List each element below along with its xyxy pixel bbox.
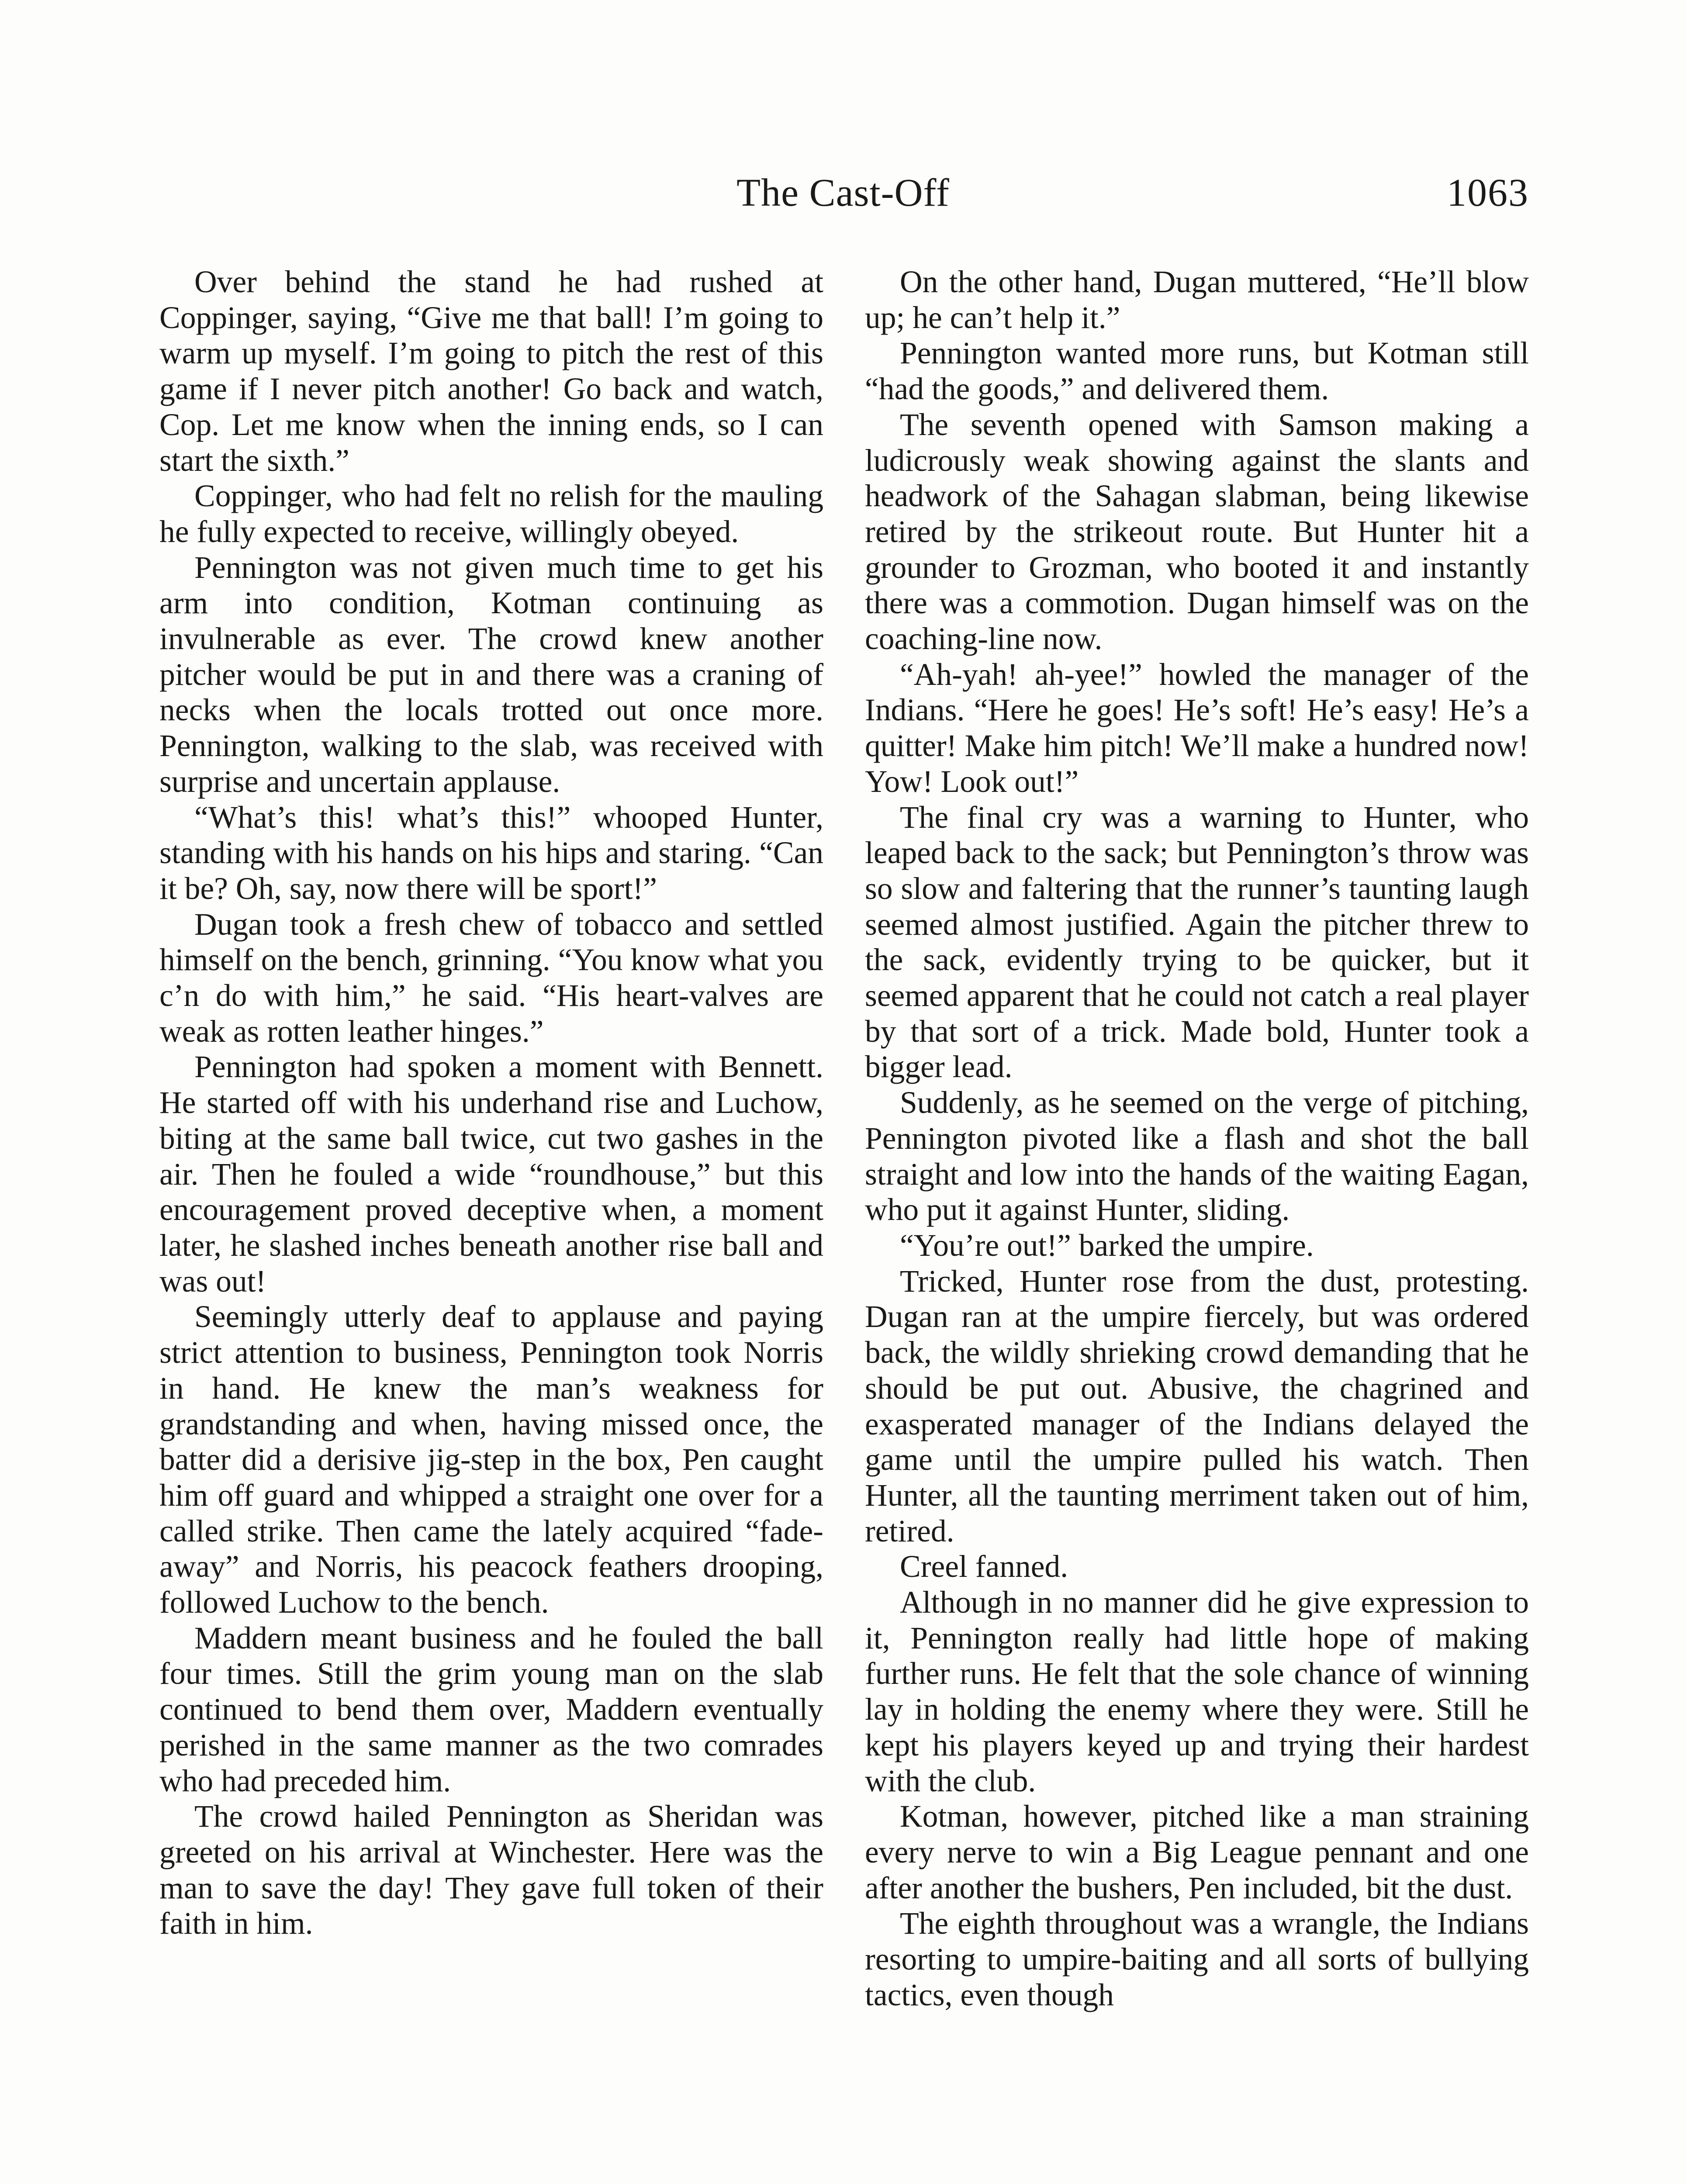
page-title: The Cast-Off xyxy=(736,171,950,214)
paragraph: Coppinger, who had felt no relish for the mauling he fully expected to receive, willingly obeyed. xyxy=(159,479,823,549)
paragraph: Over behind the stand he had rushed at Coppinger, saying, “Give me that ball! I’m going to warm up myself. I’m going to pitch the rest of this game if I never pitch another! Go back and watch, Cop. Let me know when the inning ends, so I can start the sixth.” xyxy=(159,265,823,478)
paragraph: “You’re out!” barked the umpire. xyxy=(900,1228,1314,1263)
paragraph: Maddern meant business and he fouled the ball four times. Still the grim young man on the slab continued to bend them over, Maddern eventually perished in the same manner as the two comrades who had preceded him. xyxy=(159,1621,823,1798)
paragraph: Pennington had spoken a moment with Bennett. He started off with his underhand rise and Luchow, biting at the same ball twice, cut two gashes in the air. Then he fouled a wide “roundhouse,” but this encouragement proved deceptive when, a moment later, he slashed inches beneath another rise ball and was out! xyxy=(159,1050,823,1299)
paragraph: The final cry was a warning to Hunter, who leaped back to the sack; but Pennington’s throw was so slow and faltering that the runner’s taunting laugh seemed almost justified. Again the pitcher threw to the sack, evidently trying to be quicker, but it seemed apparent that he could not catch a real player by that sort of a trick. Made bold, Hunter took a bigger lead. xyxy=(865,800,1529,1085)
text-columns xyxy=(159,264,1529,2184)
paragraph: Creel fanned. xyxy=(900,1549,1068,1584)
paragraph: On the other hand, Dugan muttered, “He’ll blow up; he can’t help it.” xyxy=(865,265,1529,335)
paragraph: Pennington wanted more runs, but Kotman still “had the goods,” and delivered them. xyxy=(865,336,1529,407)
paragraph: The seventh opened with Samson making a ludicrously weak showing against the slants and headwork of the Sahagan slabman, being likewise retired by the strikeout route. But Hunter hit a grounder to Grozman, who booted it and instantly there was a commotion. Dugan himself was on the coaching-line now. xyxy=(865,407,1529,657)
paragraph: Kotman, however, pitched like a man straining every nerve to win a Big League pennant and one after another the bushers, Pen included, bit the dust. xyxy=(865,1799,1529,1905)
left-column xyxy=(159,264,823,1942)
running-head xyxy=(157,170,1529,232)
paragraph: The eighth throughout was a wrangle, the Indians resorting to umpire-baiting and all sorts of bullying tactics, even though xyxy=(865,1906,1529,2012)
paragraph: “Ah-yah! ah-yee!” howled the manager of the Indians. “Here he goes! He’s soft! He’s easy! He’s a quitter! Make him pitch! We’ll make a hundred now! Yow! Look out!” xyxy=(865,657,1529,799)
paragraph: Tricked, Hunter rose from the dust, protesting. Dugan ran at the umpire fiercely, but was ordered back, the wildly shrieking crowd demanding that he should be put out. Abusive, the chagrined and exasperated manager of the Indians delayed the game until the umpire pulled his watch. Then Hunter, all the taunting merriment taken out of him, retired. xyxy=(865,1264,1529,1548)
paragraph: Suddenly, as he seemed on the verge of pitching, Pennington pivoted like a flash and shot the ball straight and low into the hands of the waiting Eagan, who put it against Hunter, sliding. xyxy=(865,1085,1529,1227)
paragraph: Dugan took a fresh chew of tobacco and settled himself on the bench, grinning. “You know what you c’n do with him,” he said. “His heart-valves are weak as rotten leather hinges.” xyxy=(159,907,823,1049)
paragraph: “What’s this! what’s this!” whooped Hunter, standing with his hands on his hips and staring. “Can it be? Oh, say, now there will be sport!” xyxy=(159,800,823,906)
paragraph: Seemingly utterly deaf to applause and paying strict attention to business, Pennington took Norris in hand. He knew the man’s weakness for grandstanding and when, having missed once, the batter did a derisive jig-step in the box, Pen caught him off guard and whipped a straight one over for a called strike. Then came the lately acquired “fade-away” and Norris, his peacock feathers drooping, followed Luchow to the bench. xyxy=(159,1299,823,1620)
page-number: 1063 xyxy=(1447,171,1529,214)
paragraph: The crowd hailed Pennington as Sheridan was greeted on his arrival at Winchester. Here was the man to save the day! They gave full token of their faith in him. xyxy=(159,1799,823,1941)
paragraph: Pennington was not given much time to get his arm into condition, Kotman continuing as invulnerable as ever. The crowd knew another pitcher would be put in and there was a craning of necks when the locals trotted out once more. Pennington, walking to the slab, was received with surprise and uncertain applause. xyxy=(159,550,823,799)
paragraph: Although in no manner did he give expression to it, Pennington really had little hope of making further runs. He felt that the sole chance of winning lay in holding the enemy where they were. Still he kept his players keyed up and trying their hardest with the club. xyxy=(865,1585,1529,1798)
right-column xyxy=(865,264,1529,2013)
